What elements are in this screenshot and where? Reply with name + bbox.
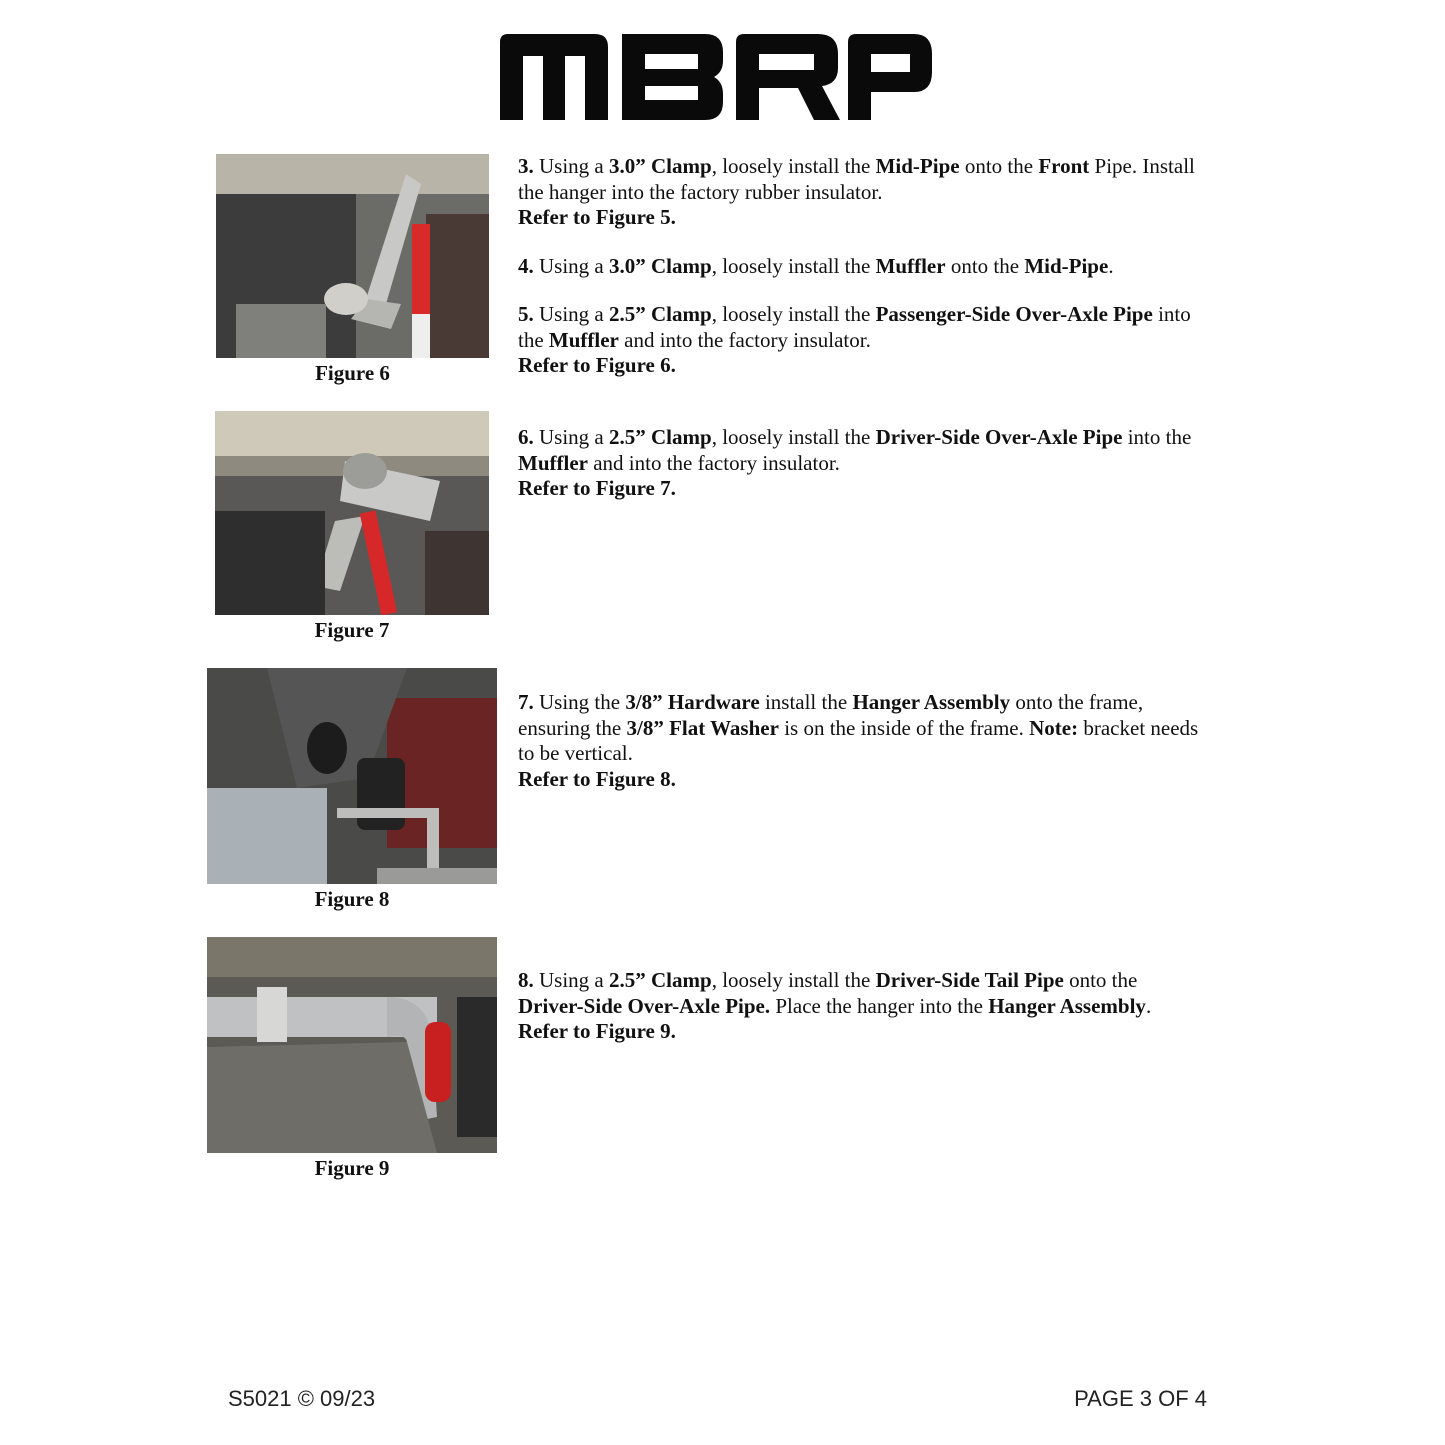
step-6-reference: Refer to Figure 7. xyxy=(518,476,676,500)
step-3-reference: Refer to Figure 5. xyxy=(518,205,676,229)
figure-7-photo xyxy=(215,411,489,615)
figure-7-caption: Figure 7 xyxy=(314,618,390,642)
step-5-reference: Refer to Figure 6. xyxy=(518,353,676,377)
step-6: 6. Using a 2.5” Clamp, loosely install the Driver-Side Over-Axle Pipe into the Muffler and into the factory insulator. Refer to Figure 7. xyxy=(518,425,1192,500)
figure-6-photo xyxy=(216,154,489,358)
figure-8-photo xyxy=(207,668,497,884)
mbrp-logo xyxy=(500,34,936,120)
step-8: 8. Using a 2.5” Clamp, loosely install the Driver-Side Tail Pipe onto the Driver-Side Over-Axle Pipe. Place the hanger into the Hanger Assembly. Refer to Figure 9. xyxy=(518,968,1152,1043)
figure-9-photo xyxy=(207,937,497,1153)
figure-6-caption: Figure 6 xyxy=(315,361,390,385)
figure-8-caption: Figure 8 xyxy=(314,887,390,911)
step-5: 5. Using a 2.5” Clamp, loosely install the Passenger-Side Over-Axle Pipe into the Muffler and into the factory insulator. Refer to Figure 6. xyxy=(518,302,1191,377)
step-7: 7. Using the 3/8” Hardware install the Hanger Assembly onto the frame, ensuring the 3/8” Flat Washer is on the inside of the frame. Note: bracket needs to be vertical. Refer to Figure 8. xyxy=(518,690,1199,791)
figure-9-caption: Figure 9 xyxy=(314,1156,390,1180)
step-8-reference: Refer to Figure 9. xyxy=(518,1019,676,1043)
page-number: PAGE 3 OF 4 xyxy=(1074,1386,1207,1411)
step-7-reference: Refer to Figure 8. xyxy=(518,766,676,791)
step-4: 4. Using a 3.0” Clamp, loosely install the Muffler onto the Mid-Pipe. xyxy=(518,254,1114,278)
document-code: S5021 © 09/23 xyxy=(228,1386,376,1411)
step-3: 3. Using a 3.0” Clamp, loosely install the Mid-Pipe onto the Front Pipe. Install the hanger into the factory rubber insulator. Refer to Figure 5. xyxy=(518,154,1195,229)
